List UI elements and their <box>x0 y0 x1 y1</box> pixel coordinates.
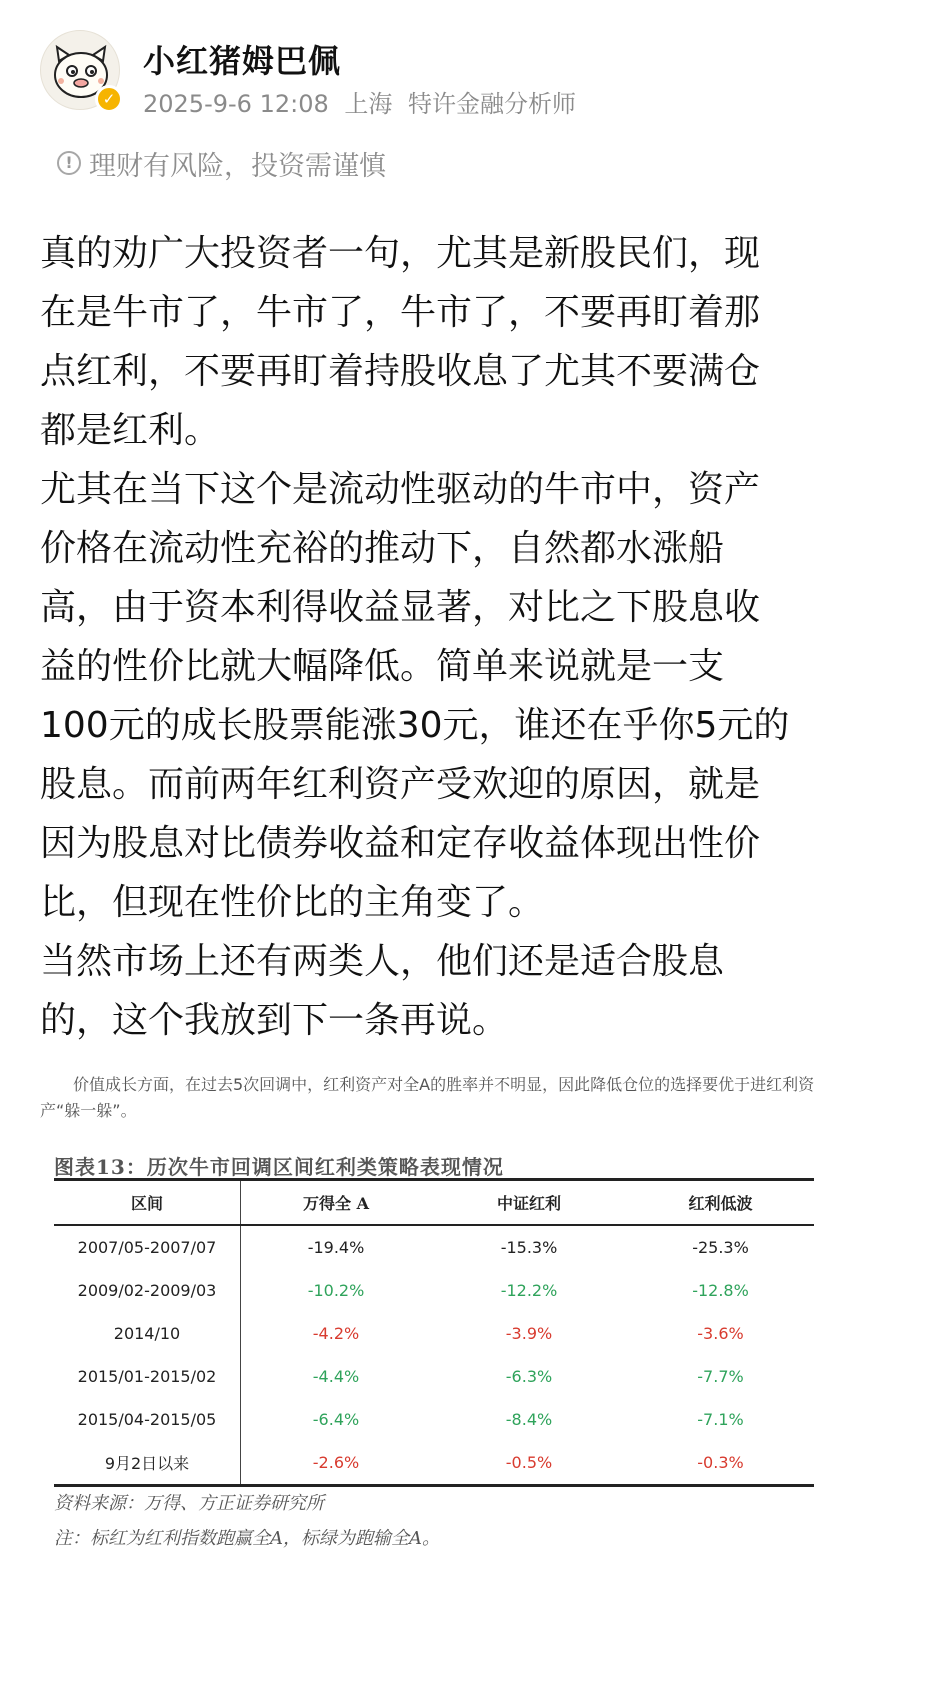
table-row <box>54 1312 814 1355</box>
author-title: 特许金融分析师 <box>408 90 577 118</box>
post-line: 的，这个我放到下一条再说。 <box>40 1000 509 1041</box>
post-line: 尤其在当下这个是流动性驱动的牛市中，资产 <box>40 469 761 510</box>
cell-wind-all-a: -4.4% <box>312 1367 360 1386</box>
cell-dividend-low-vol: -7.7% <box>697 1367 744 1386</box>
cell-wind-all-a: -4.2% <box>312 1324 360 1343</box>
post-line: 点红利，不要再盯着持股收息了尤其不要满仓 <box>40 351 761 392</box>
cell-csi-dividend: -8.4% <box>505 1410 553 1429</box>
table-title: 图表13：历次牛市回调区间红利类策略表现情况 <box>54 1155 504 1179</box>
cell-dividend-low-vol: -3.6% <box>697 1324 744 1343</box>
info-circle-icon: ! <box>57 151 81 175</box>
cell-period: 9月2日以来 <box>54 1441 241 1484</box>
table-row <box>54 1398 814 1441</box>
cell-wind-all-a: -6.4% <box>312 1410 360 1429</box>
post-line: 真的劝广大投资者一句，尤其是新股民们，现 <box>40 233 761 274</box>
post-line: 都是红利。 <box>40 410 221 451</box>
cell-dividend-low-vol: -7.1% <box>697 1410 744 1429</box>
author-name[interactable]: 小红猪姆巴佩 <box>143 42 342 80</box>
post-date: 2025-9-6 12:08 <box>143 90 329 118</box>
post-line: 股息。而前两年红利资产受欢迎的原因，就是 <box>40 764 761 805</box>
cell-csi-dividend: -6.3% <box>505 1367 553 1386</box>
post-image[interactable] <box>40 1055 830 1549</box>
cell-dividend-low-vol: -0.3% <box>697 1453 744 1472</box>
table-row <box>54 1269 814 1312</box>
table-row <box>54 1355 814 1398</box>
cell-csi-dividend: -3.9% <box>505 1324 553 1343</box>
table-body <box>54 1226 814 1484</box>
cell-dividend-low-vol: -12.8% <box>692 1281 749 1300</box>
header-dividend-low-vol: 红利低波 <box>688 1194 753 1213</box>
post-line: 益的性价比就大幅降低。简单来说就是一支 <box>40 646 725 687</box>
verified-badge-icon: ✓ <box>95 85 123 113</box>
cell-period: 2009/02-2009/03 <box>54 1269 241 1312</box>
post-line: 高，由于资本利得收益显著，对比之下股息收 <box>40 587 761 628</box>
table-row <box>54 1226 814 1269</box>
figure-caption: 价值成长方面，在过去5次回调中，红利资产对全A的胜率并不明显，因此降低仓位的选择要优于进红利资产“躲一躲”。 <box>40 1075 815 1120</box>
cell-period: 2007/05-2007/07 <box>54 1226 241 1269</box>
post-line: 价格在流动性充裕的推动下，自然都水涨船 <box>40 528 725 569</box>
table-source: 资料来源：万得、方正证券研究所 <box>54 1493 324 1514</box>
header-wind-all-a: 万得全 A <box>303 1194 369 1213</box>
cell-period: 2015/04-2015/05 <box>54 1398 241 1441</box>
risk-notice-text: 理财有风险，投资需谨慎 <box>89 150 386 182</box>
cell-wind-all-a: -10.2% <box>307 1281 365 1300</box>
cell-wind-all-a: -2.6% <box>312 1453 360 1472</box>
table-header <box>54 1181 814 1226</box>
table-row <box>54 1441 814 1484</box>
post-body <box>40 224 900 1050</box>
risk-notice <box>57 143 386 183</box>
table-note: 注：标红为红利指数跑赢全A，标绿为跑输全A。 <box>54 1528 440 1549</box>
cell-csi-dividend: -15.3% <box>500 1238 558 1257</box>
post-line: 100元的成长股票能涨30元，谁还在乎你5元的 <box>40 705 790 746</box>
post-header <box>40 30 900 120</box>
performance-table <box>54 1178 814 1487</box>
post-location: 上海 <box>344 90 393 118</box>
post-meta <box>143 84 584 119</box>
post-line: 在是牛市了，牛市了，牛市了，不要再盯着那 <box>40 292 761 333</box>
cell-csi-dividend: -12.2% <box>500 1281 558 1300</box>
post-line: 因为股息对比债券收益和定存收益体现出性价 <box>40 823 761 864</box>
post-line: 比，但现在性价比的主角变了。 <box>40 882 545 923</box>
cell-period: 2015/01-2015/02 <box>54 1355 241 1398</box>
header-csi-dividend: 中证红利 <box>496 1194 561 1213</box>
post-line: 当然市场上还有两类人，他们还是适合股息 <box>40 941 725 982</box>
cell-wind-all-a: -19.4% <box>307 1238 365 1257</box>
cell-dividend-low-vol: -25.3% <box>692 1238 749 1257</box>
cell-csi-dividend: -0.5% <box>505 1453 553 1472</box>
cell-period: 2014/10 <box>54 1312 241 1355</box>
header-period: 区间 <box>54 1181 241 1224</box>
